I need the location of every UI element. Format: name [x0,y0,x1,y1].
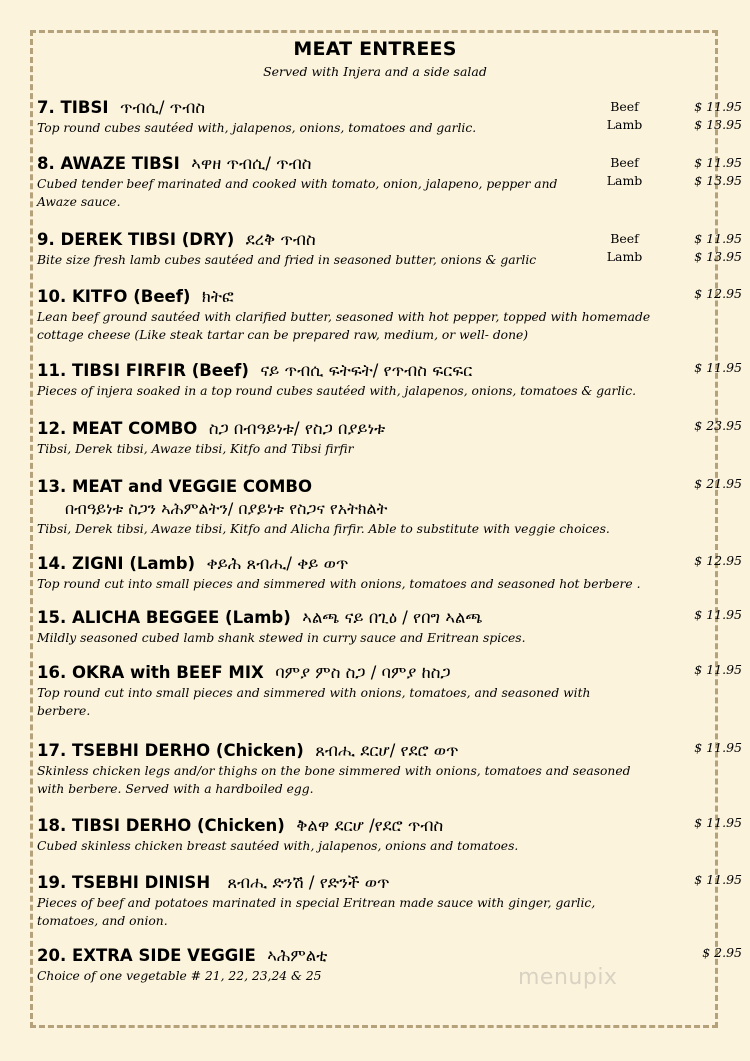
item-price: $ 21.95 [694,476,742,491]
item-name-line [37,872,707,894]
item-description: Pieces of beef and potatoes marinated in special Eritrean made sauce with ginger, garlic, tomatoes, and onion. [37,896,596,928]
item-name-line [37,607,707,629]
menu-item [37,286,742,344]
variant-price: $ 11.95 [694,155,742,170]
item-description: Tibsi, Derek tibsi, Awaze tibsi, Kitfo and Tibsi firfir [37,442,354,456]
item-description: Top round cut into small pieces and simmered with onions, tomatoes and seasoned hot berbere . [37,577,641,591]
item-variants [582,231,742,267]
variant-label: Beef [610,99,639,114]
watermark: menupix [518,965,618,990]
variant-label: Beef [610,155,639,170]
variant-row [582,173,742,191]
item-amharic: ባምያ ምስ ስጋ / ባምያ ከስጋ [275,663,451,682]
item-description: Pieces of injera soaked in a top round cubes sautéed with, jalapenos, onions, tomatoes & garlic. [37,384,637,398]
item-amharic: ናይ ጥብሲ ፍትፍት/ የጥብስ ፍርፍር [260,361,473,380]
item-amharic: ጥብሲ/ ጥብስ [120,98,206,117]
item-name-line [37,945,707,967]
item-price: $ 11.95 [694,872,742,887]
item-amharic: ኣልጫ ናይ በጊዕ / የበግ ኣልጫ [302,608,483,627]
item-amharic: ስጋ በብዓይነቱ/ የስጋ በያይነቱ [208,419,386,438]
item-amharic: ኣዋዘ ጥብሲ/ ጥብስ [191,154,312,173]
variant-row [582,231,742,249]
item-description: Skinless chicken legs and/or thighs on the bone simmered with onions, tomatoes and seasoned with berbere. Served with a hardboiled egg. [37,764,631,796]
item-description: Choice of one vegetable # 21, 22, 23,24 & 25 [37,969,322,983]
item-name-line [37,360,707,382]
item-name-line [37,815,707,837]
item-name: 17. TSEBHI DERHO (Chicken) [37,741,304,760]
item-name-line [37,418,707,440]
item-name-line [37,286,707,308]
item-price: $ 11.95 [694,607,742,622]
item-amharic: ቀይሕ ጸብሒ/ ቀይ ወጥ [206,554,349,573]
item-amharic: ጸብሒ ድንሽ / የድንች ወጥ [227,873,390,892]
item-name: 8. AWAZE TIBSI [37,154,180,173]
menu-item [37,872,742,930]
menu-item [37,740,742,798]
variant-price: $ 13.95 [694,249,742,264]
item-amharic: ጸብሒ ደርሆ/ የደሮ ወጥ [315,741,459,760]
item-description: Bite size fresh lamb cubes sautéed and fried in seasoned butter, onions & garlic [37,253,537,267]
variant-price: $ 13.95 [694,173,742,188]
item-variants [582,155,742,191]
variant-price: $ 13.95 [694,117,742,132]
item-name: 20. EXTRA SIDE VEGGIE [37,946,256,965]
variant-price: $ 11.95 [694,231,742,246]
menu-item [37,815,742,855]
item-price: $ 12.95 [694,286,742,301]
variant-row [582,117,742,135]
item-amharic: ኣሕምልቲ [267,946,328,965]
item-description: Mildly seasoned cubed lamb shank stewed in curry sauce and Eritrean spices. [37,631,526,645]
item-name-line [37,662,707,684]
variant-label: Lamb [606,117,643,132]
item-price: $ 23.95 [694,418,742,433]
menu-item [37,607,742,647]
item-name: 19. TSEBHI DINISH [37,873,211,892]
section-subtitle: Served with Injera and a side salad [263,64,487,79]
item-price: $ 11.95 [694,815,742,830]
variant-row [582,99,742,117]
item-amharic: ደረቅ ጥብስ [245,230,316,249]
item-name: 13. MEAT and VEGGIE COMBO [37,477,313,496]
item-name: 7. TIBSI [37,98,109,117]
menu-item [37,418,742,458]
item-name-line [37,553,707,575]
item-description: Tibsi, Derek tibsi, Awaze tibsi, Kitfo and Alicha firfir. Able to substitute with veggie choices. [37,522,610,536]
section-title: MEAT ENTREES [293,38,457,60]
menu-item [37,662,742,720]
variant-row [582,249,742,267]
item-variants [582,99,742,135]
item-description: Top round cut into small pieces and simmered with onions, tomatoes, and seasoned with berbere. [37,686,591,718]
variant-label: Lamb [606,249,643,264]
item-description: Cubed skinless chicken breast sautéed with, jalapenos, onions and tomatoes. [37,839,519,853]
item-price: $ 11.95 [694,662,742,677]
variant-label: Beef [610,231,639,246]
item-amharic: ክትፎ [201,287,234,306]
item-name: 11. TIBSI FIRFIR (Beef) [37,361,249,380]
item-name: 16. OKRA with BEEF MIX [37,663,264,682]
menu-item [37,153,742,211]
item-price: $ 11.95 [694,740,742,755]
menu-item [37,97,742,137]
item-name: 10. KITFO (Beef) [37,287,191,306]
item-description: Cubed tender beef marinated and cooked with tomato, onion, jalapeno, pepper and Awaze sauce. [37,177,558,209]
item-name: 12. MEAT COMBO [37,419,198,438]
item-price: $ 12.95 [694,553,742,568]
variant-row [582,155,742,173]
item-amharic: ቅልዋ ደርሆ /የደሮ ጥብስ [296,816,444,835]
item-name-line [37,740,707,762]
menu-item [37,553,742,593]
item-description: Top round cubes sautéed with, jalapenos, onions, tomatoes and garlic. [37,121,477,135]
item-name: 15. ALICHA BEGGEE (Lamb) [37,608,291,627]
variant-label: Lamb [606,173,643,188]
menu-item [37,476,742,538]
item-price: $ 11.95 [694,360,742,375]
menu-item [37,229,742,269]
item-name: 18. TIBSI DERHO (Chicken) [37,816,285,835]
item-name: 9. DEREK TIBSI (DRY) [37,230,235,249]
variant-price: $ 11.95 [694,99,742,114]
item-description: Lean beef ground sautéed with clarified butter, seasoned with hot pepper, topped with homemade cottage cheese (Like steak tartar can be prepared raw, medium, or well- done) [37,310,651,342]
item-price: $ 2.95 [702,945,742,960]
menu-item [37,360,742,400]
item-amharic: በብዓይነቱ ስጋን ኣሕምልትን/ በያይነቱ የስጋና የአትክልት [65,499,388,518]
item-name: 14. ZIGNI (Lamb) [37,554,196,573]
